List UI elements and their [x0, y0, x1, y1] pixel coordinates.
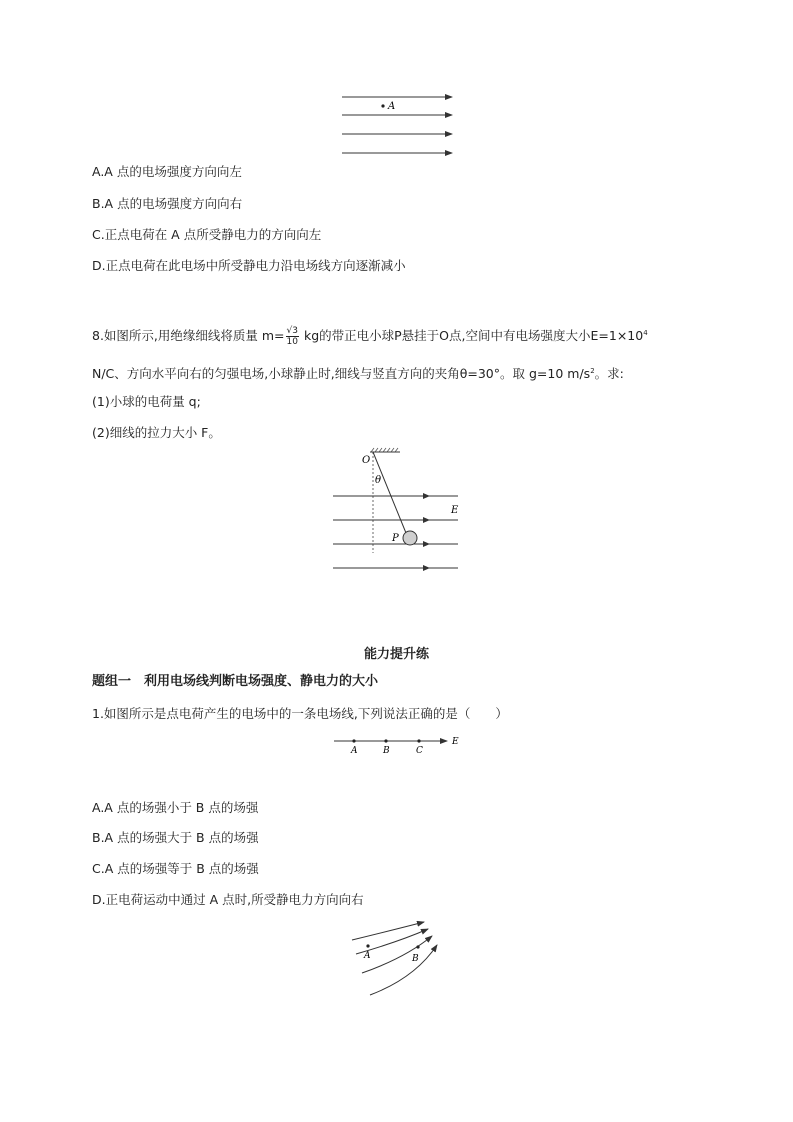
label-a: A — [351, 746, 358, 756]
label-c: C — [416, 746, 423, 756]
e-label: E — [452, 737, 459, 747]
q1-option-d: D.正电荷运动中通过 A 点时,所受静电力方向向右 — [92, 892, 364, 907]
string — [373, 452, 406, 533]
label-b: B — [412, 954, 419, 964]
q8-stem-line2: N/C、方向水平向右的匀强电场,小球静止时,细线与竖直方向的夹角θ=30°。取 g=10 $m/s^2$。求: — [92, 366, 624, 382]
point-c-dot — [417, 739, 420, 742]
point-a-dot — [352, 739, 355, 742]
label-b: B — [383, 746, 390, 756]
q1-option-b: B.A 点的场强大于 B 点的场强 — [92, 830, 259, 845]
e-label: E — [451, 505, 459, 516]
q7-option-b: B.A 点的电场强度方向向右 — [92, 196, 243, 211]
q8-sub1: (1)小球的电荷量 q; — [92, 394, 201, 409]
q7-field-figure — [342, 97, 452, 153]
q8-pendulum-figure — [333, 448, 459, 571]
group-title: 题组一 利用电场线判断电场强度、静电力的大小 — [92, 674, 379, 689]
point-a-dot — [381, 104, 384, 107]
q8-stem-line1: 8.如图所示,用绝缘细线将质量 m= $\frac{√3}{10}$ kg的带正电小球P悬挂于O点,空间中有电场强度大小$E=1\times 10^4$ — [92, 326, 648, 348]
p-label: P — [392, 533, 399, 544]
ball-p — [403, 531, 417, 545]
q8-stem-part1: 8.如图所示,用绝缘细线将质量 m= — [92, 328, 285, 344]
q1-option-c: C.A 点的场强等于 B 点的场强 — [92, 861, 259, 876]
theta-label: θ — [375, 475, 382, 486]
q1-option-a: A.A 点的场强小于 B 点的场强 — [92, 800, 259, 815]
q8-sub2: (2)细线的拉力大小 F。 — [92, 425, 221, 440]
mass-fraction: $\frac{√3}{10}$ — [286, 326, 298, 348]
label-a: A — [364, 951, 371, 961]
q7-option-a: A.A 点的电场强度方向向左 — [92, 164, 242, 179]
o-label: O — [362, 455, 371, 466]
section-title: 能力提升练 — [363, 647, 429, 662]
q1-line-figure — [334, 737, 459, 756]
point-b-dot — [416, 945, 419, 948]
q1-stem: 1.如图所示是点电荷产生的电场中的一条电场线,下列说法正确的是（ ） — [92, 706, 508, 721]
q8-stem-part2: kg的带正电小球P悬挂于O点,空间中有电场强度大小E=1×10 — [300, 328, 644, 344]
q7-option-d: D.正点电荷在此电场中所受静电力沿电场线方向逐渐减小 — [92, 258, 406, 273]
point-a-dot — [366, 944, 369, 947]
point-b-dot — [384, 739, 387, 742]
point-a-label: A — [388, 101, 396, 112]
q7-option-c: C.正点电荷在 A 点所受静电力的方向向左 — [92, 227, 322, 242]
